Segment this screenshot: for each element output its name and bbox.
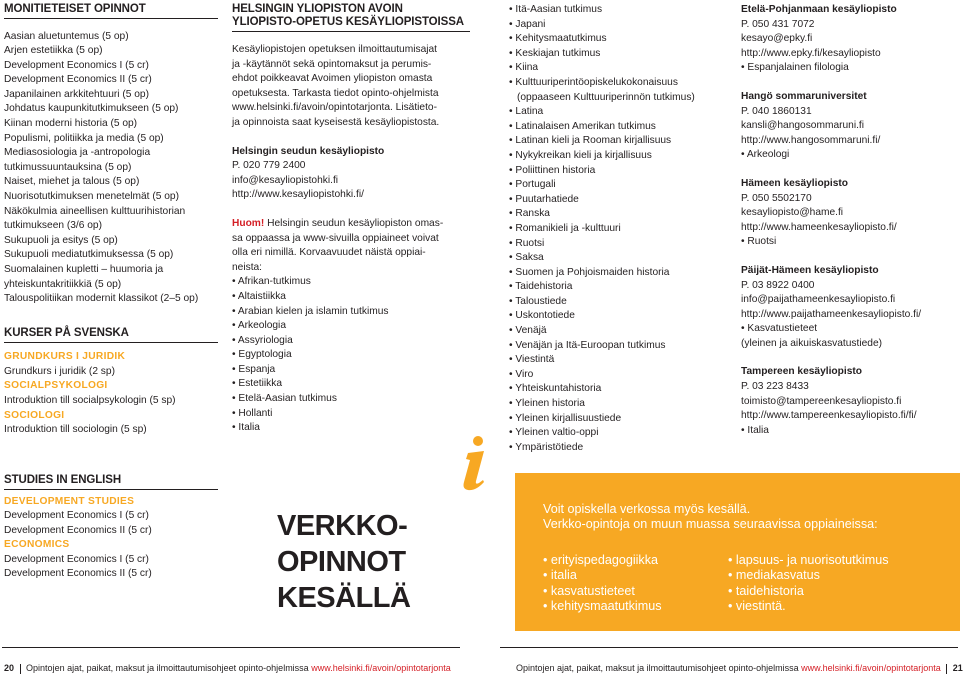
course-item: Development Economics II (5 cr): [4, 74, 152, 86]
subject-item: • Italia: [741, 424, 956, 439]
course-item: Naiset, miehet ja talous (5 op): [4, 176, 140, 188]
hanko-phone: P. 040 1860131: [741, 105, 812, 117]
intro-paragraph: [232, 43, 477, 131]
page-number: 21: [952, 663, 963, 673]
footer-divider: [946, 664, 947, 674]
subject-item: • Assyriologia: [232, 334, 477, 349]
footer-left: [4, 662, 451, 674]
footer-text: Opintojen ajat, paikat, maksut ja ilmoittautumisohjeet opinto-ohjelmissa: [26, 663, 312, 673]
intro-line: Kesäyliopistojen opetuksen ilmoittautumisajat: [232, 44, 437, 55]
course-item: Nuorisotutkimuksen menetelmät (5 op): [4, 191, 179, 203]
subject-item: • Puutarhatiede: [509, 193, 729, 208]
intro-line: ja opinnoista saat kyseisestä kesäyliopistosta.: [232, 116, 440, 128]
subject-item: • Venäjän ja Itä-Euroopan tutkimus: [509, 339, 729, 354]
subject-item: • Romanikieli ja -kulttuuri: [509, 222, 729, 237]
subject-item: • Suomen ja Pohjoismaiden historia: [509, 266, 729, 281]
intro-line: ehdot poikkeavat Avoimen yliopiston omasta: [232, 73, 433, 85]
subject-item: • Latinalaisen Amerikan tutkimus: [509, 120, 729, 135]
heading-rule: [4, 489, 218, 490]
subject-item: • Viestintä: [509, 353, 729, 368]
subject-continuation: (oppaaseen Kulttuuriperinnön tutkimus): [517, 91, 695, 103]
course-item: tutkimukseen (3/6 op): [4, 220, 102, 232]
subheading-socialpsykologi: SOCIALPSYKOLOGI: [4, 380, 108, 392]
subject-item: • Hollanti: [232, 407, 477, 422]
subject-item: • Viro: [509, 368, 729, 383]
subject-item: • Arabian kielen ja islamin tutkimus: [232, 305, 477, 320]
subject-item: • Taidehistoria: [509, 280, 729, 295]
subject-item: • Poliittinen historia: [509, 164, 729, 179]
ph-phone: P. 03 8922 0400: [741, 279, 815, 291]
hame-title: Hämeen kesäyliopisto: [741, 177, 849, 189]
tre-phone: P. 03 223 8433: [741, 381, 809, 393]
hanko-title: Hangö sommaruniversitet: [741, 90, 867, 102]
course-item: Sukupuoli mediatutkimuksessa (5 op): [4, 249, 174, 261]
subject-item: • Ruotsi: [741, 235, 956, 250]
course-item: Introduktion till socialpsykologin (5 sp): [4, 395, 176, 407]
course-item: yhteiskuntakritiikkiä (5 op): [4, 278, 122, 290]
course-item: tutkimussuuntauksina (5 op): [4, 161, 132, 173]
subject-item: • Taloustiede: [509, 295, 729, 310]
footer-link[interactable]: www.helsinki.fi/avoin/opintotarjonta: [801, 663, 941, 673]
subject-item: • Yhteiskuntahistoria: [509, 382, 729, 397]
column-4: [741, 3, 956, 438]
subject-item: • Arkeologi: [741, 148, 956, 163]
course-item: Johdatus kaupunkitutkimukseen (5 op): [4, 103, 179, 115]
subject-item: • Kasvatustieteet: [741, 322, 956, 337]
promo-subject: • taidehistoria: [728, 584, 889, 599]
promo-title: [277, 508, 410, 616]
epky-subjects: [741, 61, 956, 76]
course-item: Japanilainen arkkitehtuuri (5 op): [4, 88, 149, 100]
subheading-economics: ECONOMICS: [4, 539, 70, 551]
footer-text: Opintojen ajat, paikat, maksut ja ilmoittautumisohjeet opinto-ohjelmissa: [516, 663, 802, 673]
subject-item: • Latinan kieli ja Rooman kirjallisuus: [509, 134, 729, 149]
course-list-monitieteiset: [4, 30, 229, 307]
subject-continuation: (yleinen ja aikuiskasvatustiede): [741, 337, 882, 349]
ph-subjects: [741, 322, 956, 337]
note-paragraph: [232, 217, 477, 232]
note-bold: Huom!: [232, 217, 265, 229]
heading-studies-english: STUDIES IN ENGLISH: [4, 474, 122, 486]
hki-web-link[interactable]: http://www.kesayliopistohki.fi/: [232, 189, 364, 201]
subject-item: • Keskiajan tutkimus: [509, 47, 729, 62]
epky-email-link[interactable]: kesayo@epky.fi: [741, 33, 813, 45]
heading-kurser: KURSER PÅ SVENSKA: [4, 326, 129, 339]
ph-title: Päijät-Hämeen kesäyliopisto: [741, 264, 879, 276]
course-item: Aasian aluetuntemus (5 op): [4, 30, 129, 42]
subject-item: • Yleinen historia: [509, 397, 729, 412]
ph-web-link[interactable]: http://www.paijathameenkesayliopisto.fi/: [741, 308, 922, 320]
subject-item: • Itä-Aasian tutkimus: [509, 3, 729, 18]
hanko-subjects: [741, 148, 956, 163]
subject-list: [509, 105, 729, 455]
note-line: olla eri nimillä. Korvaavuudet näistä oppiai-: [232, 247, 426, 259]
hki-email-link[interactable]: info@kesayliopistohki.fi: [232, 174, 339, 186]
course-item: Development Economics I (5 cr): [4, 510, 149, 522]
course-list-development-studies: [4, 509, 229, 538]
promo-subject: • kehitysmaatutkimus: [543, 599, 662, 614]
footer-rule-left: [2, 647, 460, 648]
course-item: Kiinan moderni historia (5 op): [4, 118, 138, 130]
subject-item: • Venäjä: [509, 324, 729, 339]
subject-item: • Yleinen kirjallisuustiede: [509, 412, 729, 427]
intro-line: www.helsinki.fi/avoin/opintotarjonta. Lisätieto-: [232, 102, 437, 114]
course-item: Development Economics I (5 cr): [4, 553, 149, 565]
subheading-juridik: GRUNDKURS I JURIDIK: [4, 351, 126, 363]
column-1: [4, 3, 229, 438]
subject-item: • Espanjalainen filologia: [741, 61, 956, 76]
subject-item: • Egyptologia: [232, 348, 477, 363]
column-1-english: [4, 474, 229, 582]
subject-item: • Portugali: [509, 178, 729, 193]
course-list-economics: [4, 553, 229, 582]
hame-subjects: [741, 235, 956, 250]
note-line: Helsingin seudun kesäyliopiston omas-: [264, 217, 444, 229]
promo-subject: • italia: [543, 568, 662, 583]
tre-title: Tampereen kesäyliopisto: [741, 366, 862, 378]
course-item: Suomalainen kupletti – huumoria ja: [4, 264, 164, 275]
hki-title: Helsingin seudun kesäyliopisto: [232, 145, 385, 157]
page-number: 20: [4, 663, 15, 673]
subject-item: • Japani: [509, 18, 729, 33]
course-item: Mediasosiologia ja -antropologia: [4, 147, 151, 159]
hame-web-link[interactable]: http://www.hameenkesayliopisto.fi/: [741, 221, 897, 233]
subject-item: • Arkeologia: [232, 319, 477, 334]
tre-email-link[interactable]: toimisto@tampereenkesayliopisto.fi: [741, 395, 902, 407]
heading-rule: [4, 342, 218, 343]
column-2: [232, 3, 477, 436]
promo-title-line: OPINNOT: [277, 546, 406, 578]
subject-item: • Uskontotiede: [509, 309, 729, 324]
tre-subjects: [741, 424, 956, 439]
subject-item: • Italia: [232, 421, 477, 436]
intro-line: opetuksesta. Tarkasta tiedot opinto-ohjelmista: [232, 87, 439, 99]
heading-helsingin-avoin-2: YLIOPISTO-OPETUS KESÄYLIOPISTOISSA: [232, 15, 464, 28]
subject-item: • Afrikan-tutkimus: [232, 275, 477, 290]
subheading-development-studies: DEVELOPMENT STUDIES: [4, 495, 135, 507]
subject-item: • Nykykreikan kieli ja kirjallisuus: [509, 149, 729, 164]
course-item: Grundkurs i juridik (2 sp): [4, 365, 115, 377]
subject-item: • Ranska: [509, 207, 729, 222]
course-item: Development Economics II (5 cr): [4, 568, 152, 580]
promo-subject: • mediakasvatus: [728, 568, 889, 583]
subject-item: • Altaistiikka: [232, 290, 477, 305]
course-item: Arjen estetiikka (5 op): [4, 45, 103, 57]
course-item: Näkökulmia aineellisen kulttuurihistorian: [4, 205, 186, 217]
subject-item: • Estetiikka: [232, 377, 477, 392]
heading-rule: [4, 18, 218, 19]
promo-list-right: [728, 553, 889, 615]
subject-item: • Ympäristötiede: [509, 441, 729, 456]
promo-list-left: [543, 553, 662, 615]
subject-item: • Kiina: [509, 61, 729, 76]
hanko-web-link[interactable]: http://www.hangosommaruni.fi/: [741, 134, 881, 146]
promo-subject: • lapsuus- ja nuorisotutkimus: [728, 553, 889, 568]
hanko-email-link[interactable]: kansli@hangosommaruni.fi: [741, 120, 865, 132]
course-item: Introduktion till sociologin (5 sp): [4, 424, 147, 436]
footer-right: [516, 662, 963, 674]
promo-line: Verkko-opintoja on muun muassa seuraavissa oppiaineissa:: [543, 517, 878, 532]
epky-phone: P. 050 431 7072: [741, 18, 815, 30]
promo-line: Voit opiskella verkossa myös kesällä.: [543, 502, 751, 516]
course-item: Populismi, politiikka ja media (5 op): [4, 132, 164, 144]
heading-rule: [232, 31, 470, 32]
footer-divider: [20, 664, 21, 674]
hki-phone: P. 020 779 2400: [232, 160, 306, 172]
hame-email-link[interactable]: kesayliopisto@hame.fi: [741, 207, 844, 219]
subject-item: • Kulttuuriperintöopiskelukokonaisuus: [509, 76, 729, 91]
tre-web-link[interactable]: http://www.tampereenkesayliopisto.fi/fi/: [741, 410, 917, 422]
column-3: [509, 3, 729, 455]
hame-phone: P. 050 5502170: [741, 192, 812, 204]
course-item: Talouspolitiikan modernit klassikot (2–5 op): [4, 293, 199, 305]
intro-line: ja -käytännöt sekä opintomaksut ja perumis-: [232, 58, 432, 70]
subheading-sociologi: SOCIOLOGI: [4, 409, 65, 421]
epky-title: Etelä-Pohjanmaan kesäyliopisto: [741, 4, 897, 15]
promo-title-line: VERKKO-: [277, 510, 408, 542]
course-item: Development Economics I (5 cr): [4, 59, 149, 71]
info-icon: [446, 435, 506, 493]
subject-list: [232, 275, 477, 436]
subject-item: • Ruotsi: [509, 237, 729, 252]
note-line: neista:: [232, 261, 263, 273]
subject-item: • Espanja: [232, 363, 477, 378]
note-line: sa oppaassa ja www-sivuilla oppiaineet voivat: [232, 232, 439, 244]
ph-email-link[interactable]: info@paijathameenkesayliopisto.fi: [741, 294, 896, 306]
promo-subject: • kasvatustieteet: [543, 584, 662, 599]
subject-item: • Yleinen valtio-oppi: [509, 426, 729, 441]
subject-item: • Etelä-Aasian tutkimus: [232, 392, 477, 407]
heading-helsingin-avoin: HELSINGIN YLIOPISTON AVOIN: [232, 3, 403, 15]
footer-rule-right: [500, 647, 958, 648]
subject-item: • Kehitysmaatutkimus: [509, 32, 729, 47]
heading-monitieteiset: MONITIETEISET OPINNOT: [4, 3, 146, 15]
subject-item: • Saksa: [509, 251, 729, 266]
promo-subject: • viestintä.: [728, 599, 889, 614]
subject-item: • Latina: [509, 105, 729, 120]
course-item: Sukupuoli ja esitys (5 op): [4, 234, 118, 246]
subject-list: [509, 3, 729, 91]
promo-title-line: KESÄLLÄ: [277, 582, 411, 614]
epky-web-link[interactable]: http://www.epky.fi/kesayliopisto: [741, 47, 881, 59]
promo-subject: • erityispedagogiikka: [543, 553, 662, 568]
footer-link[interactable]: www.helsinki.fi/avoin/opintotarjonta: [311, 663, 451, 673]
promo-text: [543, 502, 953, 533]
course-item: Development Economics II (5 cr): [4, 524, 152, 536]
